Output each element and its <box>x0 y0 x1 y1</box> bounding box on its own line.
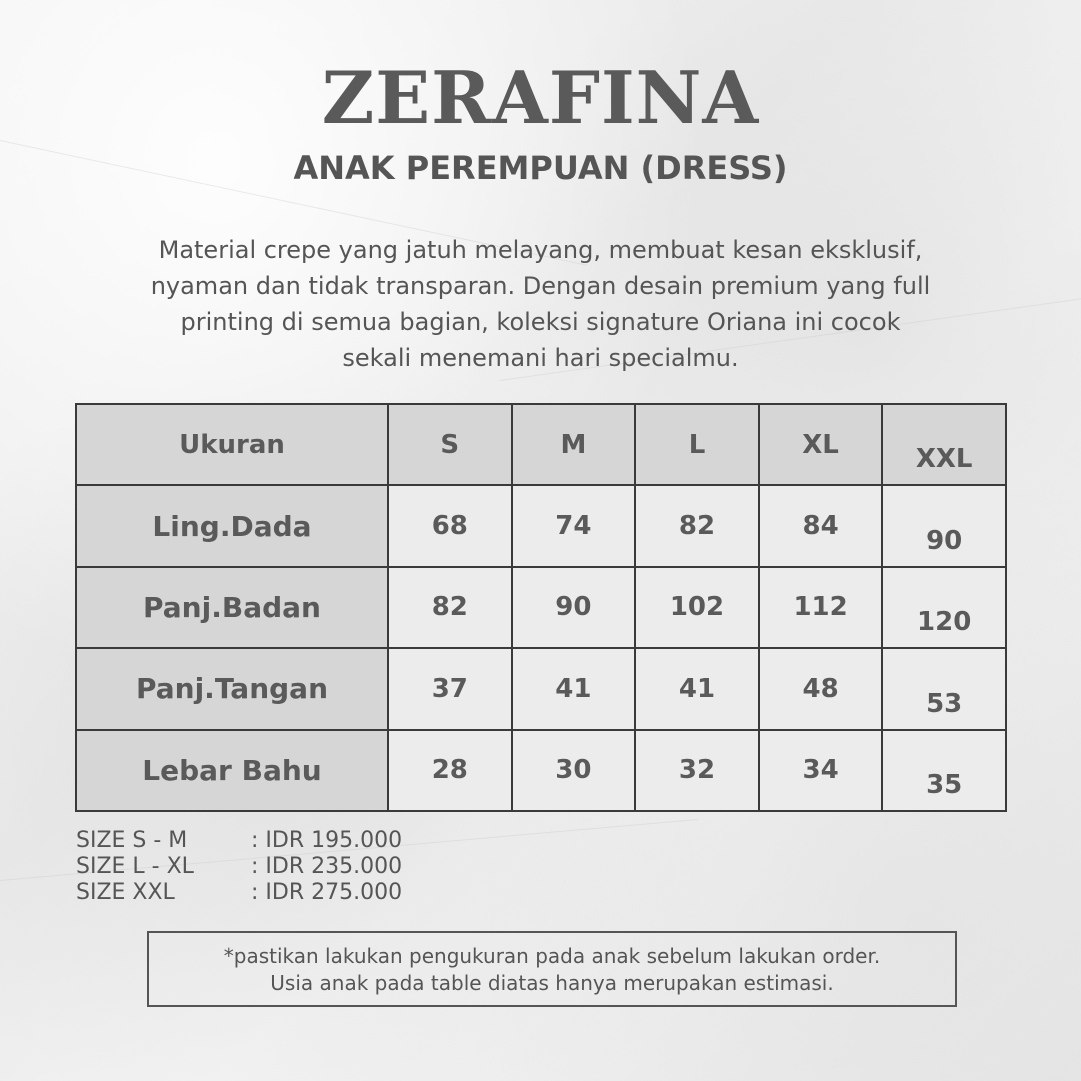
table-row <box>76 648 1006 729</box>
table-cell: 32 <box>635 730 759 811</box>
table-cell: 112 <box>759 567 883 648</box>
header-ukuran: Ukuran <box>76 404 388 485</box>
price-value: : IDR 275.000 <box>251 880 403 905</box>
table-cell: 35 <box>882 730 1006 811</box>
table-cell: 120 <box>882 567 1006 648</box>
table-cell: 82 <box>635 485 759 566</box>
size-chart-table <box>75 403 1007 812</box>
price-size: SIZE L - XL <box>76 854 194 879</box>
row-label: Ling.Dada <box>76 485 388 566</box>
table-header-row <box>76 404 1006 485</box>
table-cell: 41 <box>635 648 759 729</box>
price-value: : IDR 195.000 <box>251 828 403 853</box>
table-row <box>76 567 1006 648</box>
table-row <box>76 485 1006 566</box>
row-label: Panj.Tangan <box>76 648 388 729</box>
price-row <box>76 828 402 854</box>
brand-title: ZERAFINA <box>321 55 760 140</box>
table-cell: 68 <box>388 485 512 566</box>
price-value: : IDR 235.000 <box>251 854 403 879</box>
table-cell: 53 <box>882 648 1006 729</box>
table-cell: 102 <box>635 567 759 648</box>
table-cell: 37 <box>388 648 512 729</box>
table-cell: 74 <box>512 485 636 566</box>
table-cell: 34 <box>759 730 883 811</box>
table-cell: 41 <box>512 648 636 729</box>
table-cell: 90 <box>512 567 636 648</box>
table-cell: 48 <box>759 648 883 729</box>
header-l: L <box>635 404 759 485</box>
header-s: S <box>388 404 512 485</box>
description-line: Material crepe yang jatuh melayang, membuat kesan eksklusif, <box>158 236 923 264</box>
header-m: M <box>512 404 636 485</box>
table-cell: 84 <box>759 485 883 566</box>
description-line: printing di semua bagian, koleksi signature Oriana ini cocok <box>180 308 901 336</box>
price-size: SIZE S - M <box>76 828 188 853</box>
header-xxl: XXL <box>882 404 1006 485</box>
table-cell: 30 <box>512 730 636 811</box>
table-row <box>76 730 1006 811</box>
description-line: nyaman dan tidak transparan. Dengan desain premium yang full <box>150 272 931 300</box>
price-list <box>76 828 402 906</box>
header-xl: XL <box>759 404 883 485</box>
price-size: SIZE XXL <box>76 880 175 905</box>
table-cell: 90 <box>882 485 1006 566</box>
table-cell: 28 <box>388 730 512 811</box>
measurement-note <box>147 931 957 1007</box>
price-row <box>76 854 402 880</box>
note-line: Usia anak pada table diatas hanya merupakan estimasi. <box>270 971 834 995</box>
note-line: *pastikan lakukan pengukuran pada anak sebelum lakukan order. <box>223 944 881 968</box>
price-row <box>76 880 402 906</box>
product-subtitle: ANAK PEREMPUAN (DRESS) <box>293 149 788 187</box>
table-cell: 82 <box>388 567 512 648</box>
product-description <box>90 232 991 376</box>
row-label: Lebar Bahu <box>76 730 388 811</box>
row-label: Panj.Badan <box>76 567 388 648</box>
description-line: sekali menemani hari specialmu. <box>342 344 739 372</box>
